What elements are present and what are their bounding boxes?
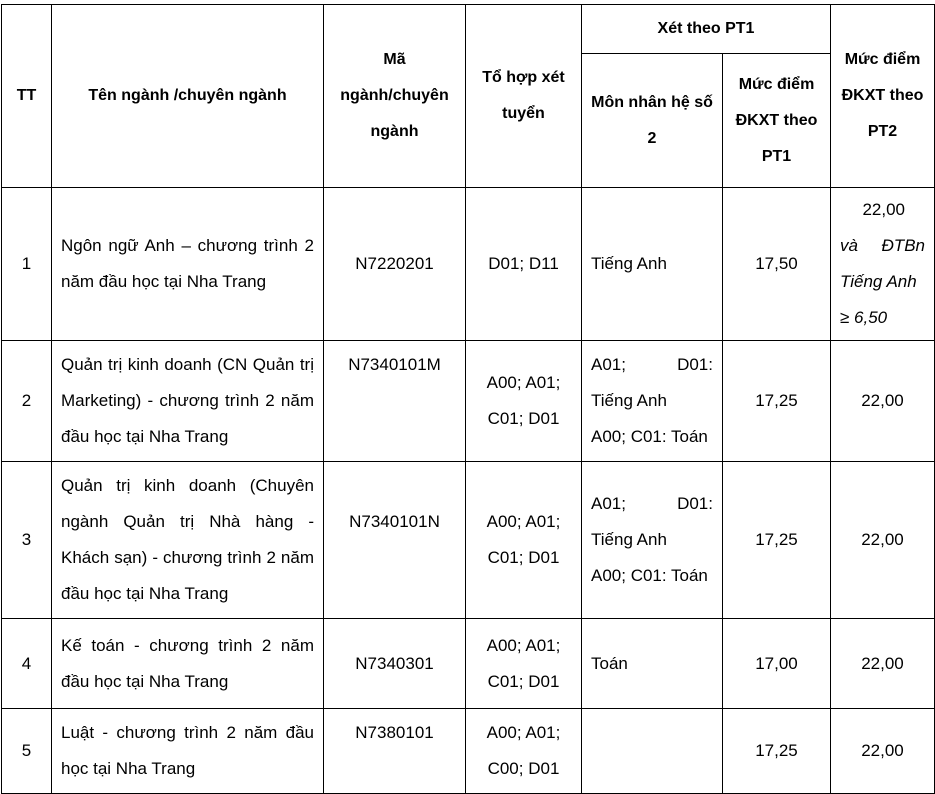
row-score-pt1: 17,25 [723,709,831,794]
table-row [2,619,935,709]
row-code: N7340101N [324,462,466,619]
subject-a: A01; [591,355,626,374]
header-subject: Môn nhân hệ số 2 [582,54,723,188]
row-score-pt2: 22,00 [831,462,935,619]
subject-a: A01; [591,494,626,513]
header-score-pt1: Mức điểm ĐKXT theo PT1 [723,54,831,188]
header-row-1 [2,5,935,54]
header-combo: Tổ hợp xét tuyển [466,5,582,188]
subject-b: D01: [677,355,713,374]
subject-c: Tiếng Anh [591,391,667,410]
header-name: Tên ngành /chuyên ngành [52,5,324,188]
score-pt2-note-d: ≥ 6,50 [840,308,888,327]
row-score-pt1: 17,50 [723,188,831,341]
subject-c: Tiếng Anh [591,530,667,549]
row-name: Luật - chương trình 2 năm đầu học tại Nha Trang [52,709,324,794]
row-score-pt2: 22,00 [831,619,935,709]
row-score-pt2: 22,00 [862,200,905,219]
table-row [2,188,935,341]
header-score-pt2: Mức điểm ĐKXT theo PT2 [831,5,935,188]
subject-d: A00; C01: Toán [591,566,708,585]
row-subject-cell [582,462,723,619]
row-name: Quản trị kinh doanh (CN Quản trị Marketing) - chương trình 2 năm đầu học tại Nha Trang [52,341,324,462]
header-code: Mã ngành/chuyên ngành [324,5,466,188]
row-tt: 4 [2,619,52,709]
row-name: Ngôn ngữ Anh – chương trình 2 năm đầu học tại Nha Trang [52,188,324,341]
row-combo: A00; A01; C01; D01 [466,341,582,462]
row-score-pt1: 17,25 [723,462,831,619]
subject-b: D01: [677,494,713,513]
table-row [2,709,935,794]
row-tt: 5 [2,709,52,794]
score-pt2-note-line [840,228,925,264]
subject-d: A00; C01: Toán [591,427,708,446]
row-subject-cell [582,341,723,462]
row-tt: 2 [2,341,52,462]
row-subject [582,709,723,794]
score-pt2-note-a: và [840,236,858,255]
score-pt2-note-c: Tiếng Anh [840,272,917,291]
row-score-pt1: 17,25 [723,341,831,462]
table-row [2,462,935,619]
row-name: Kế toán - chương trình 2 năm đầu học tại Nha Trang [52,619,324,709]
row-score-pt2: 22,00 [831,341,935,462]
row-score-pt2-cell [831,188,935,341]
row-subject: Tiếng Anh [582,188,723,341]
admission-score-table [1,4,935,794]
row-code: N7380101 [324,709,466,794]
row-combo: A00; A01; C00; D01 [466,709,582,794]
header-tt: TT [2,5,52,188]
row-code: N7340101M [324,341,466,462]
row-code: N7340301 [324,619,466,709]
header-pt1-group: Xét theo PT1 [582,5,831,54]
row-score-pt2: 22,00 [831,709,935,794]
row-code: N7220201 [324,188,466,341]
row-tt: 3 [2,462,52,619]
row-combo: A00; A01; C01; D01 [466,619,582,709]
score-pt2-note-b: ĐTBn [881,236,925,255]
row-combo: D01; D11 [466,188,582,341]
row-subject: Toán [582,619,723,709]
row-combo: A00; A01; C01; D01 [466,462,582,619]
table-row [2,341,935,462]
subject-line-1 [591,486,713,522]
row-score-pt1: 17,00 [723,619,831,709]
subject-line-1 [591,347,713,383]
row-name: Quản trị kinh doanh (Chuyên ngành Quản trị Nhà hàng - Khách sạn) - chương trình 2 năm đầu học tại Nha Trang [52,462,324,619]
row-tt: 1 [2,188,52,341]
